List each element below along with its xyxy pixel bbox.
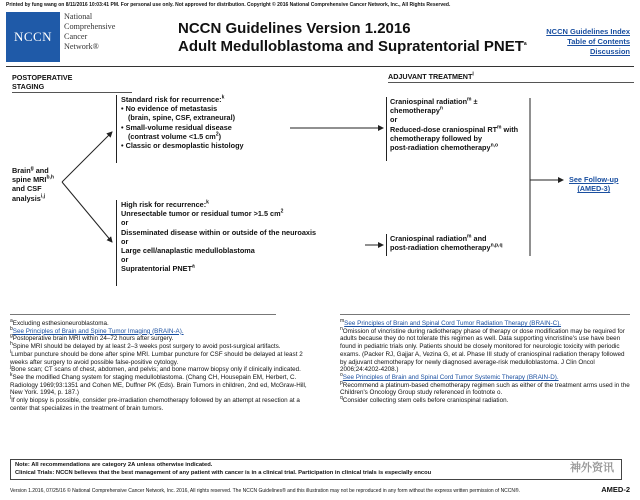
- sup: k: [206, 199, 209, 206]
- sup: 2: [280, 208, 284, 215]
- fn-text: Spine MRI should be delayed by at least 2–3 weeks post surgery to avoid post-surgical artifacts.: [12, 343, 281, 351]
- workup-line: [12, 194, 72, 203]
- recommendation-note: [10, 459, 622, 480]
- guidelines-version-title: NCCN Guidelines Version 1.2016: [178, 20, 411, 37]
- sup: m: [497, 124, 502, 131]
- std-text: Standard risk for recurrence:: [121, 95, 222, 104]
- fn-text: Postoperative brain MRI within 24–72 hours after surgery.: [12, 335, 174, 343]
- high-or: or: [121, 236, 129, 246]
- logo-text: NCCN: [13, 29, 53, 44]
- high-line: Disseminated disease within or outside of the neuroaxis: [121, 227, 317, 237]
- sup: g: [30, 165, 34, 172]
- trt-text: chemotherapy: [390, 106, 440, 116]
- header-sup: l: [472, 71, 474, 78]
- high-line: Large cell/anaplastic medulloblastoma: [121, 246, 255, 256]
- standard-risk-box: [116, 95, 244, 163]
- footnote: [10, 371, 310, 397]
- trt-text: ±: [471, 97, 478, 106]
- title-sup: a: [523, 41, 527, 47]
- footnotes-divider-left: [10, 314, 276, 315]
- fn-marker: m: [340, 317, 345, 324]
- header-line: STAGING: [12, 82, 45, 91]
- footnotes-left: [10, 317, 310, 412]
- workup-text: Brain: [12, 166, 31, 175]
- see-followup-link[interactable]: See Follow-up: [569, 175, 619, 184]
- followup-link-block: [569, 175, 618, 193]
- fn-text: See the modified Chang system for staging medulloblastoma. (Chang CH, Housepain EM, Herbert, C. Radiology 1969;93:1351 and Cohen ME, Duffner PK (Eds). Brain Tumors in children, 2nd ed, McGraw-Hill, New York. 1994, p. 187.): [10, 373, 307, 397]
- trt-text: Craniospinal radiation: [390, 234, 468, 243]
- footnote: [340, 371, 632, 382]
- workup-line: and CSF: [12, 184, 42, 194]
- workup-text: spine MRI: [12, 175, 47, 185]
- workup-text: and: [33, 166, 49, 175]
- fn-marker: h: [10, 341, 13, 348]
- fn-text: If only biopsy is possible, consider pre-irradiation chemotherapy followed by an attempt at resection at a center that specializes in the treatment of brain tumors.: [10, 397, 300, 412]
- fn-marker: a: [10, 317, 13, 324]
- sup: n: [439, 105, 443, 112]
- fn-marker: n: [340, 325, 343, 332]
- sup: b,h: [46, 174, 54, 181]
- footnotes-right: [340, 317, 632, 405]
- high-head: [121, 200, 316, 209]
- trt-line: [390, 143, 518, 152]
- footnote: [340, 394, 632, 405]
- fn-marker: q: [340, 394, 343, 401]
- trt-line: [390, 234, 503, 243]
- sup: k: [221, 94, 225, 101]
- std-bullet: • No evidence of metastasis: [121, 104, 218, 114]
- trt-text: Craniospinal radiation: [390, 97, 468, 106]
- page-title-text: Adult Medulloblastoma and Supratentorial PNET: [178, 38, 524, 55]
- std-text: ): [218, 131, 222, 141]
- page-code: AMED-2: [601, 485, 630, 494]
- sup: a: [191, 264, 195, 270]
- footer-copyright: Version 1.2016, 07/25/16 © National Comprehensive Cancer Network, Inc. 2016, All rights reserved. The NCCN Guidelines® and this illustration may not be reproduced in any form without the express written permission of NCCN®.: [10, 488, 521, 494]
- fn-marker: i: [10, 348, 12, 355]
- note-line: Clinical Trials: NCCN believes that the best management of any patient with cancer is in a clinical trial. Participation in clinical trials is especially encou: [15, 469, 432, 476]
- footnote: [340, 325, 632, 374]
- print-notice: Printed by fung wang on 8/11/2016 10:03:41 PM. For personal use only. Not approved for distribution. Copyright © 2016 National Comprehensive Cancer Network, Inc., All Rights Reserved.: [6, 2, 451, 8]
- adjuvant-header-text: ADJUVANT TREATMENT: [388, 72, 473, 81]
- trt-line: chemotherapy followed by: [390, 133, 483, 143]
- guidelines-index-link[interactable]: NCCN Guidelines Index: [546, 27, 630, 36]
- initial-workup: [12, 166, 72, 203]
- footnote: [10, 366, 310, 374]
- org-line: Comprehensive: [64, 22, 116, 31]
- footnotes-divider-right: [340, 314, 630, 315]
- sup: i,j: [40, 193, 45, 200]
- header-line: POSTOPERATIVE: [12, 73, 73, 82]
- workup-line: [12, 175, 72, 184]
- brain-c-link[interactable]: See Principles of Brain and Spinal Cord Tumor Radiation Therapy (BRAIN-C).: [344, 320, 562, 327]
- high-risk-box: [116, 200, 316, 286]
- fn-text: Bone scan; CT scans of chest, abdomen, and pelvis; and bone marrow biopsy only if clinically indicated.: [11, 366, 301, 374]
- amed-3-link[interactable]: (AMED-3): [577, 184, 611, 194]
- trt-text: post-radiation chemotherapy: [390, 243, 491, 253]
- footnote: [10, 317, 310, 328]
- std-bullet-cont: [121, 132, 244, 141]
- high-treatment-box: [386, 234, 503, 256]
- fn-marker: b: [10, 325, 13, 332]
- fn-text: Omission of vincristine during radiotherapy phase of therapy or dose modification may be required for adults because they do not tolerate this regimen as well. Data supporting vincristine's use have been found in pediatric trials only. Patients should be closely monitored for neurologic toxicity with periodic exams. (Packer RJ, Gajjar A, Vezina G, et al. Phase III study of craniospinal radiation therapy followed by adjuvant chemotherapy for newly diagnosed average-risk medulloblastoma. J Clin Oncol 2006;24:4202-4208.): [340, 327, 625, 374]
- footnote: [10, 348, 310, 366]
- sup: n,p,q: [490, 242, 503, 249]
- sup: 2: [215, 131, 219, 138]
- high-text: Supratentorial PNET: [121, 264, 192, 274]
- trt-or: or: [390, 115, 398, 125]
- high-text: Unresectable tumor or residual tumor >1.5 cm: [121, 209, 281, 219]
- workup-text: analysis: [12, 193, 41, 203]
- fn-marker: l: [10, 394, 12, 401]
- trt-text: Reduced-dose craniospinal RT: [390, 124, 498, 134]
- table-of-contents-link[interactable]: Table of Contents: [567, 37, 630, 46]
- fn-marker: o: [340, 371, 343, 378]
- footnote: [340, 379, 632, 397]
- std-head: [121, 95, 244, 104]
- fn-marker: g: [10, 333, 13, 340]
- trt-line: [390, 106, 518, 115]
- fn-marker: j: [10, 364, 12, 371]
- brain-a-link[interactable]: See Principles of Brain and Spine Tumor Imaging (BRAIN-A).: [12, 327, 184, 335]
- fn-text: Consider collecting stem cells before craniospinal radiation.: [342, 397, 509, 405]
- trt-text: with: [501, 124, 519, 134]
- sup: m: [467, 96, 472, 103]
- std-bullet: • Small-volume residual disease: [121, 122, 232, 132]
- watermark: 神外资讯: [570, 462, 614, 474]
- standard-treatment-box: [386, 97, 518, 161]
- high-or: or: [121, 218, 129, 228]
- org-line: Cancer: [64, 32, 88, 41]
- trt-line: [390, 97, 518, 106]
- footnote: [10, 394, 310, 412]
- std-bullet-cont: (brain, spine, CSF, extraneural): [128, 113, 236, 123]
- org-line: National: [64, 12, 93, 21]
- fn-text: Recommend a platinum-based chemotherapy regimen such as either of the treatment arms used in the Children's Oncology Group study referenced in footnote o.: [340, 381, 630, 397]
- brain-d-link[interactable]: See Principles of Brain and Spinal Cord Tumor Systemic Therapy (BRAIN-D).: [342, 373, 559, 381]
- sup: n,o: [490, 142, 499, 149]
- high-line: [121, 209, 316, 218]
- footnote: [10, 343, 310, 351]
- std-text: (contrast volume <1.5 cm: [128, 131, 216, 141]
- high-or: or: [121, 255, 129, 265]
- discussion-link[interactable]: Discussion: [589, 47, 630, 56]
- trt-line: [390, 243, 503, 252]
- note-line: Note: All recommendations are category 2A unless otherwise indicated.: [15, 462, 213, 468]
- workup-line: [12, 166, 72, 175]
- std-bullet: • Classic or desmoplastic histology: [121, 141, 244, 151]
- sup: m: [467, 233, 472, 240]
- footnote: [340, 317, 632, 328]
- org-line: Network®: [64, 42, 99, 51]
- fn-text: Excluding esthesioneuroblastoma.: [12, 320, 109, 327]
- trt-line: [390, 125, 518, 134]
- fn-marker: k: [10, 371, 13, 378]
- high-text: High risk for recurrence:: [121, 200, 207, 209]
- footnote: [10, 335, 310, 343]
- fn-text: Lumbar puncture should be done after spine MRI. Lumbar puncture for CSF should be delayed at least 2 weeks after surgery to avoid possible false-positive cytology.: [10, 350, 303, 366]
- fn-marker: p: [340, 379, 343, 386]
- trt-text: post-radiation chemotherapy: [390, 143, 491, 153]
- trt-text: and: [471, 234, 487, 243]
- high-line: [121, 264, 316, 273]
